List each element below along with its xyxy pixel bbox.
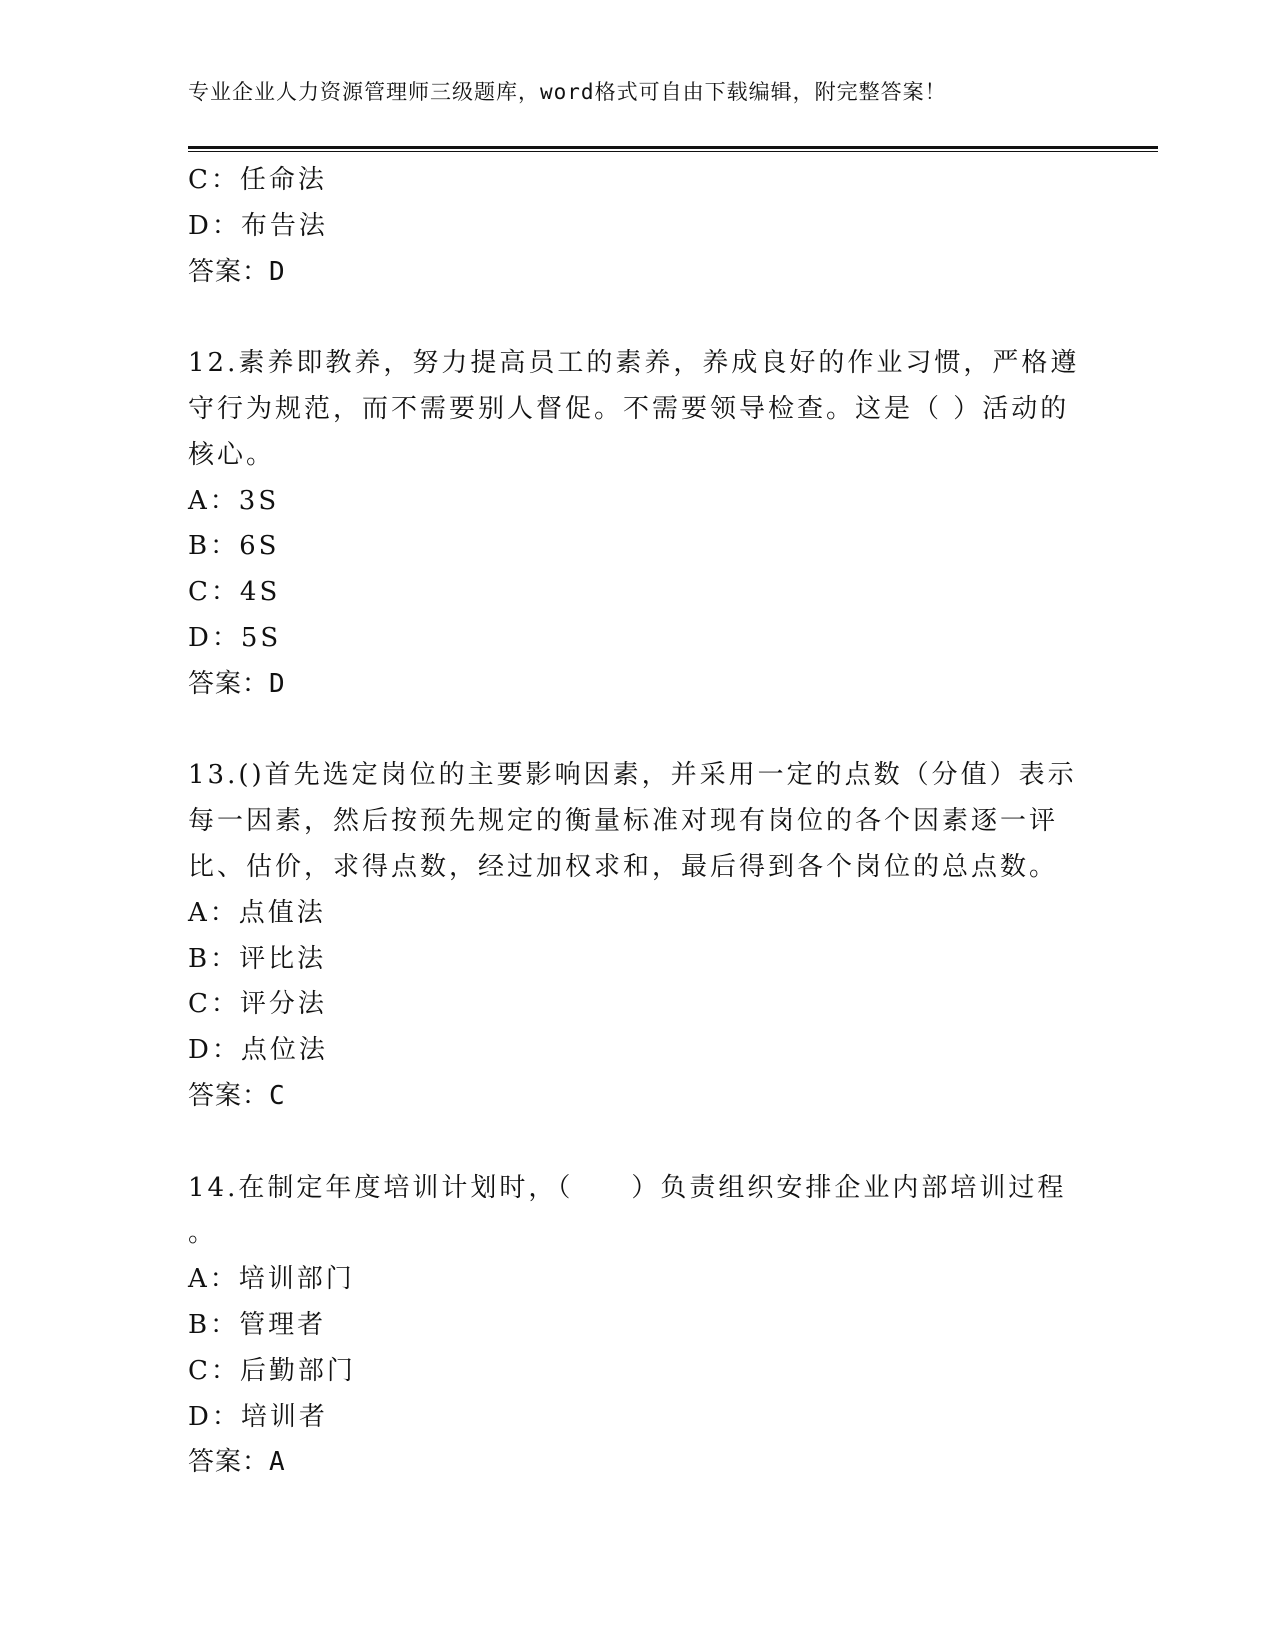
answer: 答案：C	[188, 1080, 286, 1111]
option-d: D：布告法	[188, 210, 328, 241]
option-d: D：点位法	[188, 1035, 328, 1066]
question-text-line: 14.在制定年度培训计划时，（ ）负责组织安排企业内部培训过程	[188, 1172, 1067, 1203]
option-c: C：任命法	[188, 165, 327, 195]
option-a: A：培训部门	[188, 1264, 355, 1295]
option-b: B：评比法	[188, 943, 327, 974]
question-text-line: 守行为规范，而不需要别人督促。不需要领导检查。这是（ ）活动的	[188, 393, 1070, 424]
page-header: 专业企业人力资源管理师三级题库，word格式可自由下载编辑，附完整答案！	[188, 80, 947, 104]
question-text-line: 。	[188, 1218, 218, 1249]
question-14	[188, 1166, 1088, 1487]
question-text-line: 12.素养即教养，努力提高员工的素养，养成良好的作业习惯，严格遵	[188, 348, 1080, 379]
option-a: A：点值法	[188, 897, 326, 928]
option-b: B：6S	[188, 531, 280, 562]
option-c: C：评分法	[188, 989, 327, 1020]
question-text-line: 13.()首先选定岗位的主要影响因素，并采用一定的点数（分值）表示	[188, 760, 1077, 791]
option-c: C：后勤部门	[188, 1355, 356, 1386]
header-rule-thin	[188, 151, 1158, 152]
option-b: B：管理者	[188, 1309, 327, 1340]
option-d: D：5S	[188, 622, 282, 653]
question-text-line: 比、估价，求得点数，经过加权求和，最后得到各个岗位的总点数。	[188, 851, 1059, 882]
answer: 答案：D	[188, 668, 286, 699]
question-12	[188, 341, 1088, 707]
option-d: D：培训者	[188, 1401, 328, 1432]
option-a: A：3S	[188, 485, 280, 516]
question-text-line: 核心。	[188, 439, 276, 470]
header-rule-thick	[188, 146, 1158, 149]
question-11-tail	[188, 158, 1088, 295]
question-list	[188, 158, 1088, 1486]
question-13	[188, 753, 1088, 1119]
answer: 答案：D	[188, 256, 286, 287]
question-text-line: 每一因素，然后按预先规定的衡量标准对现有岗位的各个因素逐一评	[188, 806, 1059, 837]
option-c: C：4S	[188, 577, 281, 608]
answer: 答案：A	[188, 1447, 286, 1478]
